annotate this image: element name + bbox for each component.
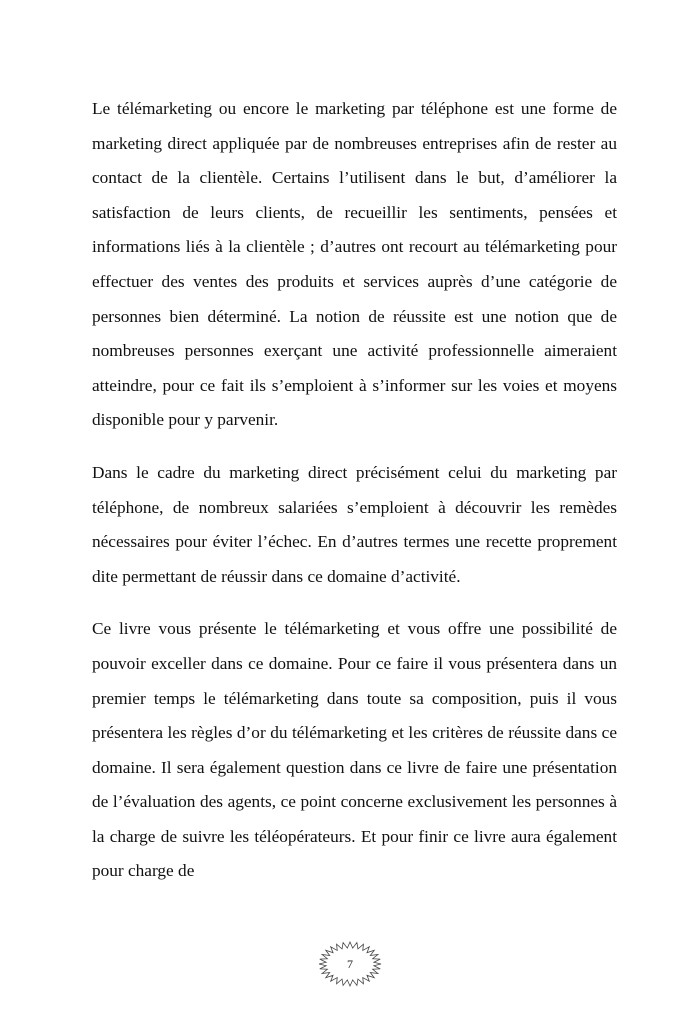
page-number: 7: [347, 957, 353, 971]
paragraph-1: Le télémarketing ou encore le marketing par téléphone est une forme de marketing direct appliquée par de nombreuses entreprises afin de rester au contact de la clientèle. Certains l’utilisent dans le but, d’améliorer la satisfaction de leurs clients, de recueillir les sentiments, pensées et informations liés à la clientèle ; d’autres ont recourt au télémarketing pour effectuer des ventes des produits et services auprès d’une catégorie de personnes bien déterminé. La notion de réussite est une notion que de nombreuses personnes exerçant une activité professionnelle aimeraient atteindre, pour ce fait ils s’emploient à s’informer sur les voies et moyens disponible pour y parvenir.: [92, 99, 617, 430]
paragraph-2: Dans le cadre du marketing direct précisément celui du marketing par téléphone, de nombreux salariées s’emploient à découvrir les remèdes nécessaires pour éviter l’échec. En d’autres termes une recette proprement dite permettant de réussir dans ce domaine d’activité.: [92, 462, 617, 586]
body-text: [92, 92, 617, 907]
page-number-badge: [317, 940, 383, 990]
paragraph-3: Ce livre vous présente le télémarketing et vous offre une possibilité de pouvoir exceller dans ce domaine. Pour ce faire il vous présentera dans un premier temps le télémarketing dans toute sa composition, puis il vous présentera les règles d’or du télémarketing et les critères de réussite dans ce domaine. Il sera également question dans ce livre de faire une présentation de l’évaluation des agents, ce point concerne exclusivement les personnes à la charge de suivre les téléopérateurs. Et pour finir ce livre aura également pour charge de: [92, 619, 617, 881]
